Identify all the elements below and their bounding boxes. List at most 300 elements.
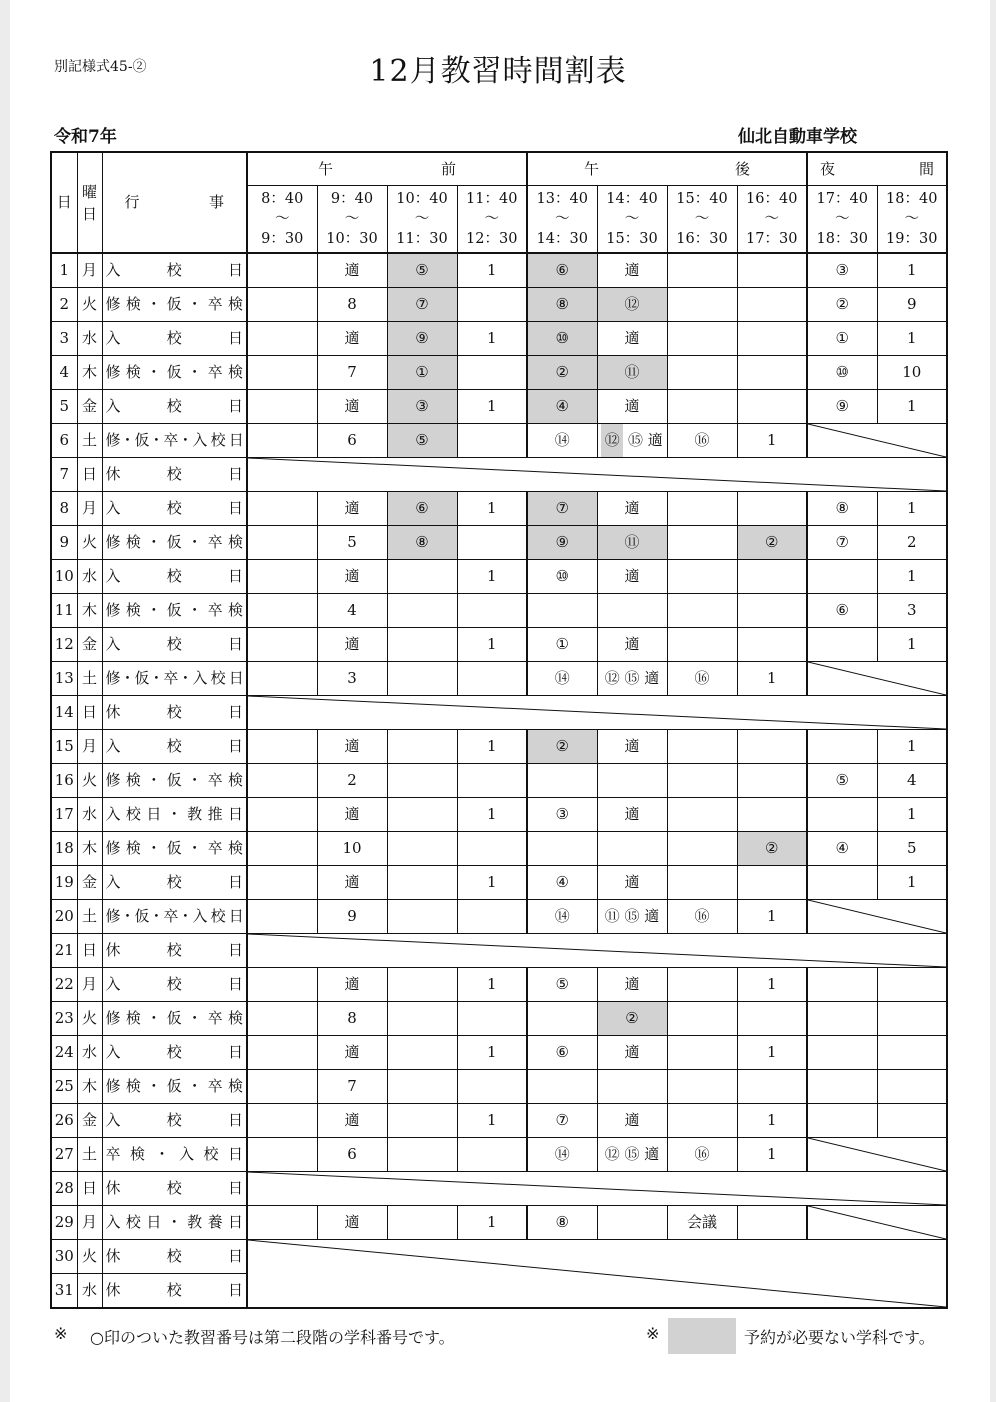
lesson-cell: 1 xyxy=(457,628,527,662)
day-number: 15 xyxy=(51,730,77,764)
lesson-cell: ⑦ xyxy=(527,492,597,526)
header-row-periods xyxy=(51,152,947,186)
day-number: 13 xyxy=(51,662,77,696)
weekday: 土 xyxy=(77,424,102,458)
lesson-cell xyxy=(387,798,457,832)
weekday: 月 xyxy=(77,492,102,526)
lesson-cell xyxy=(667,356,737,390)
lesson-cell: 3 xyxy=(317,662,387,696)
event-label: 入 校 日 xyxy=(102,628,247,662)
weekday: 土 xyxy=(77,662,102,696)
weekday: 水 xyxy=(77,1036,102,1070)
lesson-cell: 7 xyxy=(317,356,387,390)
lesson-cell xyxy=(807,628,877,662)
lesson-cell: ⑩ xyxy=(527,322,597,356)
lesson-cell xyxy=(247,798,317,832)
slot-header-1 xyxy=(247,186,317,254)
lesson-cell xyxy=(387,662,457,696)
day-row xyxy=(51,662,947,696)
lesson-cell: 1 xyxy=(457,1104,527,1138)
lesson-cell xyxy=(737,866,807,900)
lesson-cell xyxy=(807,1002,877,1036)
page-edge-left xyxy=(0,0,10,1402)
weekday: 木 xyxy=(77,1070,102,1104)
lesson-cell: 4 xyxy=(877,764,947,798)
weekday: 水 xyxy=(77,560,102,594)
header-pm: 午 後 xyxy=(527,152,807,186)
page-title: 12月教習時間割表 xyxy=(369,54,627,89)
lesson-cell: 適 xyxy=(317,798,387,832)
lesson-cell: ⑧ xyxy=(527,1206,597,1240)
weekday: 水 xyxy=(77,322,102,356)
lesson-cell xyxy=(597,1070,667,1104)
day-row xyxy=(51,1036,947,1070)
slot-tilde: ～ xyxy=(694,211,710,227)
lesson-cell: 適 xyxy=(317,560,387,594)
note-mark-1: ※ xyxy=(54,1324,68,1343)
lesson-cell: ⑭ xyxy=(527,1138,597,1172)
day-number: 14 xyxy=(51,696,77,730)
note-mark-2: ※ xyxy=(646,1324,660,1343)
event-label: 入 校 日 xyxy=(102,492,247,526)
lesson-cell xyxy=(737,288,807,322)
lesson-cell xyxy=(667,798,737,832)
lesson-cell xyxy=(667,1036,737,1070)
weekday: 火 xyxy=(77,1002,102,1036)
lesson-cell: 1 xyxy=(737,662,807,696)
no-night-class-cell xyxy=(807,1206,947,1240)
lesson-cell: 1 xyxy=(877,492,947,526)
note-no-reservation: 予約が必要ない学科です。 xyxy=(744,1328,935,1347)
day-number: 20 xyxy=(51,900,77,934)
weekday: 金 xyxy=(77,390,102,424)
lesson-cell xyxy=(387,832,457,866)
lesson-cell: 1 xyxy=(737,1104,807,1138)
lesson-cell xyxy=(457,1138,527,1172)
day-number: 4 xyxy=(51,356,77,390)
lesson-cell xyxy=(247,1070,317,1104)
day-number: 28 xyxy=(51,1172,77,1206)
weekday: 月 xyxy=(77,968,102,1002)
day-row xyxy=(51,628,947,662)
lesson-cell xyxy=(807,968,877,1002)
lesson-cell xyxy=(247,253,317,288)
event-label: 入 校 日 xyxy=(102,560,247,594)
lesson-cell: 5 xyxy=(877,832,947,866)
lesson-cell xyxy=(247,1036,317,1070)
lesson-cell: 1 xyxy=(877,253,947,288)
event-label: 修･仮･卒･入校日 xyxy=(102,662,247,696)
weekday: 日 xyxy=(77,458,102,492)
lesson-cell: ⑪ xyxy=(597,356,667,390)
lesson-cell xyxy=(667,288,737,322)
slot-end: 17：30 xyxy=(746,231,798,247)
day-number: 31 xyxy=(51,1274,77,1309)
day-row xyxy=(51,900,947,934)
lesson-cell: ⑯ xyxy=(667,1138,737,1172)
slot-start: 15：40 xyxy=(676,191,728,207)
lesson-cell xyxy=(247,1002,317,1036)
event-label: 休 校 日 xyxy=(102,696,247,730)
lesson-cell: 1 xyxy=(457,492,527,526)
slot-start: 18：40 xyxy=(886,191,938,207)
lesson-cell xyxy=(247,1206,317,1240)
lesson-cell xyxy=(457,1002,527,1036)
strike-diagonal xyxy=(808,424,946,457)
lesson-cell: 適 xyxy=(597,1036,667,1070)
day-number: 3 xyxy=(51,322,77,356)
day-row xyxy=(51,253,947,288)
lesson-cell xyxy=(737,1070,807,1104)
lesson-cell: 8 xyxy=(317,288,387,322)
lesson-cell xyxy=(667,253,737,288)
lesson-cell xyxy=(457,424,527,458)
slot-end: 9：30 xyxy=(261,231,304,247)
event-label: 修検・仮・卒検 xyxy=(102,594,247,628)
lesson-cell: 適 xyxy=(597,866,667,900)
day-row xyxy=(51,1206,947,1240)
lesson-cell: 1 xyxy=(457,1036,527,1070)
lesson-cell: 4 xyxy=(317,594,387,628)
lesson-cell: ⑪ ⑮ 適 xyxy=(597,900,667,934)
lesson-cell: 1 xyxy=(457,798,527,832)
lesson-cell xyxy=(457,1070,527,1104)
lesson-cell: 10 xyxy=(877,356,947,390)
lesson-cell: ② xyxy=(597,1002,667,1036)
lesson-cell xyxy=(247,390,317,424)
lesson-cell: ② xyxy=(527,356,597,390)
lesson-cell xyxy=(457,662,527,696)
lesson-cell xyxy=(527,1002,597,1036)
lesson-cell: 9 xyxy=(317,900,387,934)
weekday: 火 xyxy=(77,526,102,560)
event-label: 修検・仮・卒検 xyxy=(102,288,247,322)
lesson-cell xyxy=(457,288,527,322)
slot-end: 12：30 xyxy=(466,231,518,247)
slot-tilde: ～ xyxy=(904,211,919,227)
lesson-cell: 適 xyxy=(597,253,667,288)
lesson-cell: 1 xyxy=(457,730,527,764)
event-label: 入校日・教推日 xyxy=(102,798,247,832)
day-number: 11 xyxy=(51,594,77,628)
weekday: 火 xyxy=(77,1240,102,1274)
slot-end: 11：30 xyxy=(396,231,448,247)
lesson-cell xyxy=(387,594,457,628)
lesson-cell: 適 xyxy=(317,968,387,1002)
lesson-cell: ⑦ xyxy=(387,288,457,322)
lesson-cell: ⑦ xyxy=(527,1104,597,1138)
lesson-cell: ⑤ xyxy=(807,764,877,798)
day-row xyxy=(51,1240,947,1274)
lesson-cell xyxy=(737,1002,807,1036)
lesson-cell: 6 xyxy=(317,424,387,458)
lesson-cell: 5 xyxy=(317,526,387,560)
lesson-cell xyxy=(387,866,457,900)
lesson-cell: ⑯ xyxy=(667,900,737,934)
lesson-cell xyxy=(247,356,317,390)
lesson-cell xyxy=(247,968,317,1002)
lesson-cell xyxy=(597,1206,667,1240)
weekday: 月 xyxy=(77,1206,102,1240)
lesson-cell xyxy=(667,730,737,764)
lesson-cell: ⑥ xyxy=(807,594,877,628)
lesson-cell xyxy=(597,764,667,798)
lesson-cell: ⑦ xyxy=(807,526,877,560)
lesson-cell: ⑯ xyxy=(667,662,737,696)
lesson-cell xyxy=(877,1070,947,1104)
lesson-cell: 1 xyxy=(737,968,807,1002)
lesson-cell xyxy=(247,424,317,458)
era-year: 令和7年 xyxy=(54,127,117,147)
day-number: 26 xyxy=(51,1104,77,1138)
day-number: 6 xyxy=(51,424,77,458)
lesson-cell: 1 xyxy=(737,1138,807,1172)
lesson-cell: ② xyxy=(807,288,877,322)
closed-day-cell xyxy=(247,1172,947,1206)
lesson-cell: ⑤ xyxy=(387,424,457,458)
lesson-cell: 会議 xyxy=(667,1206,737,1240)
lesson-cell: 適 xyxy=(597,1104,667,1138)
lesson-cell xyxy=(667,1002,737,1036)
lesson-cell: 適 xyxy=(597,322,667,356)
slot-header-2 xyxy=(317,186,387,254)
weekday: 火 xyxy=(77,764,102,798)
lesson-cell xyxy=(387,764,457,798)
strike-diagonal xyxy=(248,1172,946,1205)
lesson-cell xyxy=(457,594,527,628)
day-number: 8 xyxy=(51,492,77,526)
lesson-cell xyxy=(387,1206,457,1240)
lesson-cell xyxy=(667,1104,737,1138)
lesson-cell xyxy=(597,424,667,458)
strike-diagonal xyxy=(808,900,946,933)
day-row xyxy=(51,934,947,968)
lesson-cell xyxy=(387,628,457,662)
day-row xyxy=(51,1138,947,1172)
strike-diagonal xyxy=(808,1206,946,1239)
slot-header-7 xyxy=(667,186,737,254)
lesson-cell: 1 xyxy=(457,253,527,288)
lesson-cell xyxy=(247,1138,317,1172)
weekday: 日 xyxy=(77,934,102,968)
lesson-cell xyxy=(807,730,877,764)
weekday: 木 xyxy=(77,594,102,628)
lesson-cell xyxy=(387,1036,457,1070)
closed-day-cell xyxy=(247,934,947,968)
lesson-cell: ⑭ xyxy=(527,424,597,458)
lesson-cell: 適 xyxy=(317,390,387,424)
lesson-cell xyxy=(737,390,807,424)
lesson-cell xyxy=(247,662,317,696)
slot-end: 14：30 xyxy=(536,231,588,247)
day-row xyxy=(51,730,947,764)
lesson-cell: 9 xyxy=(877,288,947,322)
event-label: 入 校 日 xyxy=(102,1104,247,1138)
lesson-cell: ⑥ xyxy=(387,492,457,526)
lesson-cell: 適 xyxy=(597,492,667,526)
day-row xyxy=(51,866,947,900)
weekday: 月 xyxy=(77,253,102,288)
lesson-cell: ④ xyxy=(527,390,597,424)
event-label: 休 校 日 xyxy=(102,1240,247,1274)
strike-diagonal xyxy=(808,662,946,695)
lesson-cell xyxy=(247,832,317,866)
lesson-cell xyxy=(737,356,807,390)
no-night-class-cell xyxy=(807,1138,947,1172)
day-row xyxy=(51,424,947,458)
lesson-cell: 1 xyxy=(877,798,947,832)
slot-end: 15：30 xyxy=(606,231,658,247)
day-row xyxy=(51,798,947,832)
slot-start: 17：40 xyxy=(816,191,868,207)
weekday: 金 xyxy=(77,628,102,662)
lesson-cell xyxy=(247,1104,317,1138)
day-row xyxy=(51,832,947,866)
lesson-cell: 1 xyxy=(877,866,947,900)
slot-tilde: ～ xyxy=(555,211,570,227)
slot-header-8 xyxy=(737,186,807,254)
lesson-cell xyxy=(387,1070,457,1104)
lesson-cell: ④ xyxy=(527,866,597,900)
form-number: 別記様式45-② xyxy=(54,59,147,75)
lesson-cell: ⑧ xyxy=(807,492,877,526)
lesson-cell xyxy=(247,526,317,560)
slot-tilde: ～ xyxy=(624,211,640,227)
lesson-cell: ① xyxy=(387,356,457,390)
event-label: 修検・仮・卒検 xyxy=(102,356,247,390)
slot-tilde: ～ xyxy=(764,211,779,227)
slot-tilde: ～ xyxy=(835,211,850,227)
lesson-cell xyxy=(387,1138,457,1172)
lesson-cell xyxy=(457,900,527,934)
day-row xyxy=(51,1104,947,1138)
no-night-class-cell xyxy=(807,900,947,934)
weekday: 水 xyxy=(77,1274,102,1309)
weekday: 水 xyxy=(77,798,102,832)
slot-header-10 xyxy=(877,186,947,254)
lesson-cell: 8 xyxy=(317,1002,387,1036)
lesson-cell xyxy=(597,832,667,866)
weekday: 金 xyxy=(77,866,102,900)
event-label: 入 校 日 xyxy=(102,322,247,356)
strike-diagonal xyxy=(248,458,946,491)
lesson-cell: 適 xyxy=(597,390,667,424)
day-number: 30 xyxy=(51,1240,77,1274)
day-row xyxy=(51,764,947,798)
event-label: 休 校 日 xyxy=(102,934,247,968)
event-label: 修検・仮・卒検 xyxy=(102,764,247,798)
event-label: 入 校 日 xyxy=(102,253,247,288)
lesson-cell: 10 xyxy=(317,832,387,866)
closed-day-cell xyxy=(247,696,947,730)
lesson-cell: ③ xyxy=(527,798,597,832)
lesson-cell: 2 xyxy=(877,526,947,560)
lesson-cell: 適 xyxy=(317,730,387,764)
closed-day-cell xyxy=(247,458,947,492)
weekday: 木 xyxy=(77,832,102,866)
lesson-cell xyxy=(667,968,737,1002)
lesson-cell xyxy=(247,900,317,934)
event-label: 入 校 日 xyxy=(102,730,247,764)
day-number: 23 xyxy=(51,1002,77,1036)
slot-end: 16：30 xyxy=(676,231,728,247)
lesson-cell: 1 xyxy=(877,628,947,662)
lesson-cell xyxy=(877,1002,947,1036)
lesson-cell xyxy=(247,866,317,900)
header-event: 行 事 xyxy=(102,152,247,253)
lesson-cell: 2 xyxy=(317,764,387,798)
weekday: 土 xyxy=(77,900,102,934)
lesson-cell: 適 xyxy=(597,730,667,764)
slot-tilde: ～ xyxy=(414,211,430,227)
slot-end: 10：30 xyxy=(326,231,378,247)
weekday: 金 xyxy=(77,1104,102,1138)
day-number: 7 xyxy=(51,458,77,492)
lesson-cell xyxy=(667,492,737,526)
lesson-cell xyxy=(667,866,737,900)
lesson-cell xyxy=(387,730,457,764)
lesson-cell: 適 xyxy=(597,628,667,662)
lesson-cell: ⑨ xyxy=(807,390,877,424)
strike-diagonal xyxy=(808,1138,946,1171)
lesson-cell xyxy=(527,764,597,798)
slot-header-9 xyxy=(807,186,877,254)
lesson-cell: ② xyxy=(737,832,807,866)
lesson-cell: ③ xyxy=(387,390,457,424)
lesson-cell xyxy=(807,560,877,594)
lesson-cell: 1 xyxy=(737,900,807,934)
slot-header-3 xyxy=(387,186,457,254)
lesson-cell: ① xyxy=(527,628,597,662)
school-name: 仙北自動車学校 xyxy=(738,127,857,147)
lesson-cell: 適 xyxy=(317,1104,387,1138)
day-number: 2 xyxy=(51,288,77,322)
lesson-cell xyxy=(737,492,807,526)
day-row xyxy=(51,390,947,424)
slot-header-6 xyxy=(597,186,667,254)
day-number: 10 xyxy=(51,560,77,594)
lesson-cell xyxy=(737,764,807,798)
lesson-cell: 適 xyxy=(597,798,667,832)
lesson-cell: 1 xyxy=(457,560,527,594)
slot-start: 13：40 xyxy=(536,191,588,207)
lesson-cell: ② xyxy=(527,730,597,764)
day-row xyxy=(51,1002,947,1036)
lesson-cell: 適 xyxy=(317,1036,387,1070)
slot-start: 8：40 xyxy=(261,191,304,207)
day-row xyxy=(51,458,947,492)
lesson-cell xyxy=(387,900,457,934)
event-label: 修･仮･卒･入校日 xyxy=(102,900,247,934)
header-am: 午 前 xyxy=(247,152,527,186)
event-label: 入 校 日 xyxy=(102,968,247,1002)
lesson-cell xyxy=(527,594,597,628)
lesson-cell: 適 xyxy=(317,322,387,356)
lesson-cell xyxy=(667,594,737,628)
lesson-cell: ⑫ ⑮ 適 xyxy=(597,1138,667,1172)
lesson-cell xyxy=(247,764,317,798)
lesson-cell xyxy=(457,356,527,390)
lesson-cell: 適 xyxy=(597,560,667,594)
lesson-cell xyxy=(737,730,807,764)
lesson-cell xyxy=(667,322,737,356)
lesson-cell xyxy=(737,1206,807,1240)
day-number: 22 xyxy=(51,968,77,1002)
weekday: 木 xyxy=(77,356,102,390)
slot-start: 16：40 xyxy=(746,191,798,207)
header-day: 日 xyxy=(51,152,77,253)
weekday: 火 xyxy=(77,288,102,322)
